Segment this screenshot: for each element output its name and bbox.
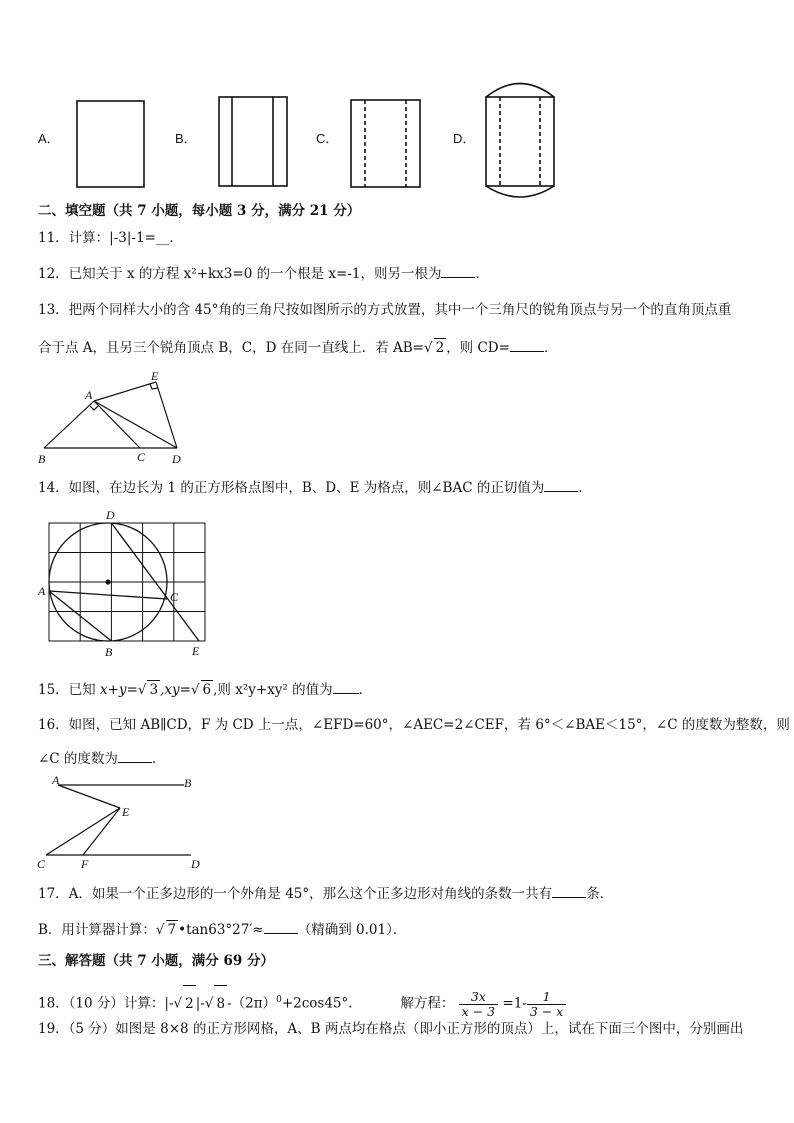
question-18-text-2: +2cos45°． [281, 995, 362, 1012]
answer-blank [264, 921, 298, 934]
question-14 [38, 479, 592, 497]
question-16-text: ∠C 的度数为 [38, 751, 118, 767]
section-2-heading: 二、填空题（共 7 小题，每小题 3 分，满分 21 分） [38, 203, 361, 219]
figure-d-shape [486, 84, 554, 198]
point-c-label: C [137, 450, 146, 464]
exponent: 0 [276, 995, 282, 1005]
circle-center-dot [105, 579, 110, 584]
question-11: 11．计算：|-3|-1=__． [38, 230, 183, 246]
expr-xy: ,xy= [160, 682, 191, 698]
question-14-text: 14．如图，在边长为 1 的正方形格点图中，B、D、E 为格点，则∠BAC 的正切值为 [38, 480, 545, 496]
question-18 [38, 982, 566, 1022]
question-17a-end: 条． [586, 886, 614, 902]
option-figures [0, 0, 794, 200]
sqrt-radicand-7: 7 [167, 922, 177, 938]
figure-a-rectangle [77, 101, 144, 187]
figure-q14 [36, 507, 206, 662]
point-b-label: B [184, 776, 192, 790]
point-a-label: A [85, 388, 93, 402]
question-17b-text: B．用计算器计算： [38, 922, 156, 938]
question-13-line-1: 13．把两个同样大小的含 45°角的三角尺按如图所示的方式放置，其中一个三角尺的锐角顶点与另一个的直角顶点重 [38, 302, 732, 318]
question-17a [38, 885, 613, 903]
point-b-label: B [38, 452, 46, 466]
option-a-label: A． [38, 131, 60, 146]
fraction-right: $\frac{1}{3 - x}$ [527, 990, 566, 1019]
question-16-end: ． [151, 751, 166, 767]
sqrt-symbol: √ [137, 682, 147, 698]
point-c-label: C [37, 857, 46, 871]
option-d-label: D． [453, 131, 476, 146]
sqrt-symbol: √ [155, 922, 165, 938]
question-15-text: 15．已知 [38, 682, 100, 698]
option-b-label: B． [175, 131, 197, 146]
sqrt-symbol: √ [173, 995, 183, 1012]
sqrt-radicand: 2 [435, 340, 445, 356]
answer-blank [510, 339, 544, 352]
answer-blank [552, 885, 586, 898]
solve-equation-label: 解方程： [400, 995, 455, 1012]
point-f-label: F [81, 857, 89, 871]
question-13-end: ． [543, 340, 558, 356]
question-18-text: 18．（10 分）计算：|- [38, 995, 174, 1012]
question-13-text-2: ，则 CD= [446, 340, 510, 356]
answer-blank [118, 750, 152, 763]
sqrt-symbol: √ [190, 682, 200, 698]
question-19: 19．（5 分）如图是 8×8 的正方形网格，A、B 两点均在格点（即小正方形的顶点）上，试在下面三个图中，分别画出 [38, 1021, 744, 1037]
figure-q16 [36, 773, 206, 873]
answer-blank [441, 265, 475, 278]
question-17b-expr: •tan63°27′≈ [178, 922, 264, 938]
answer-blank [333, 681, 359, 694]
question-12-text: 12．已知关于 x 的方程 x²+kx3=0 的一个根是 x=-1，则另一根为 [38, 266, 442, 282]
question-17b [38, 920, 406, 939]
point-e-label: E [192, 644, 200, 658]
figure-b-shape [219, 97, 287, 186]
figure-q13 [34, 368, 194, 468]
point-d-label: D [106, 508, 115, 522]
question-15-text-2: ,则 x²y+xy² 的值为 [213, 682, 333, 698]
sqrt-radicand-3: 3 [149, 682, 159, 698]
question-16-line-1: 16．如图，已知 AB∥CD，F 为 CD 上一点，∠EFD=60°，∠AEC=2∠CEF，若 6°＜∠BAE＜15°，∠C 的度数为整数，则 [38, 717, 790, 733]
point-e-label: E [151, 369, 159, 383]
section-3-heading: 三、解答题（共 7 小题，满分 69 分） [38, 953, 274, 969]
point-a-label: A [38, 584, 46, 598]
question-14-end: ． [578, 480, 592, 496]
question-18-abs: |- [195, 995, 205, 1012]
question-16-line-2 [38, 750, 165, 768]
point-d-label: D [191, 857, 200, 871]
point-b-label: B [105, 645, 113, 659]
question-13-text: 合于点 A，且另三个锐角顶点 B，C，D 在同一直线上．若 AB= [38, 340, 424, 356]
point-a-label: A [52, 773, 60, 787]
question-15 [38, 680, 372, 699]
option-c-label: C． [316, 131, 339, 146]
sqrt-symbol: √ [204, 995, 214, 1012]
equation-equals: =1- [502, 995, 527, 1012]
sqrt-symbol: √ [423, 340, 433, 356]
sqrt-radicand-6: 6 [202, 682, 212, 698]
fraction-left: $\frac{3x}{x - 3}$ [459, 990, 498, 1019]
answer-blank [544, 479, 578, 492]
point-e-label: E [122, 805, 130, 819]
sqrt-radicand-8: 8 [214, 985, 227, 1022]
question-18-term: -（2π） [227, 995, 277, 1012]
question-12 [38, 265, 489, 283]
sqrt-radicand-2: 2 [183, 985, 196, 1022]
figure-c-shape [351, 100, 420, 187]
question-17b-end: （精确到 0.01）． [297, 922, 407, 938]
point-d-label: D [172, 452, 181, 466]
point-c-label: C [170, 590, 179, 604]
question-13-line-2 [38, 338, 557, 357]
question-15-end: ． [358, 682, 373, 698]
question-17a-text: 17．A．如果一个正多边形的一个外角是 45°，那么这个正多边形对角线的条数一共有 [38, 886, 553, 902]
question-12-end: ． [475, 266, 489, 282]
expr-x-plus-y: x+y= [99, 682, 138, 698]
